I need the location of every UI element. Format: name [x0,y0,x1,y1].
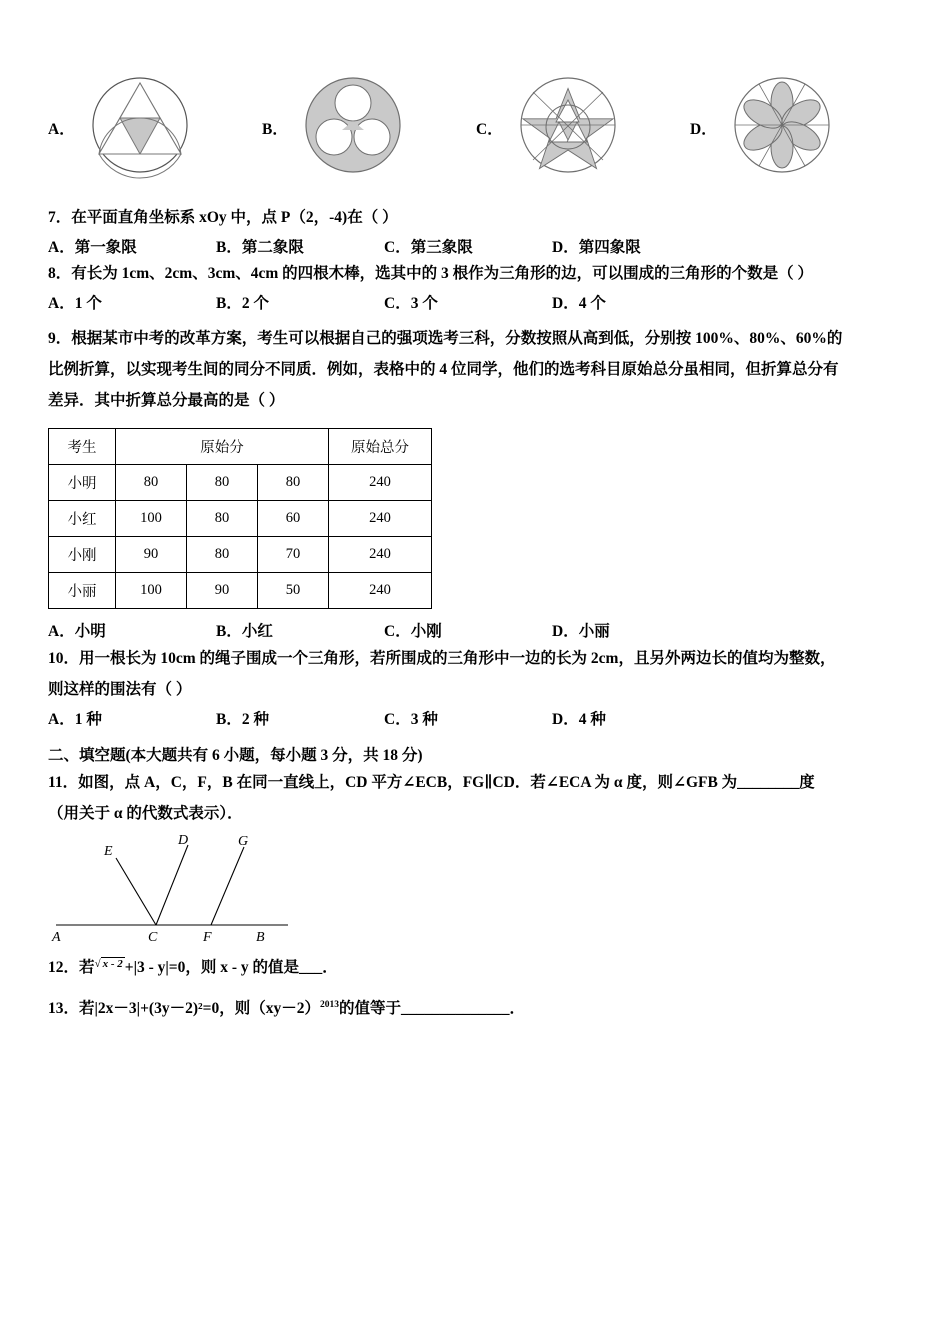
row-score-3: 70 [258,537,329,573]
q7-option-a[interactable]: A．第一象限 [48,239,137,257]
five-point-star-circle-icon [513,70,623,185]
section-2-heading: 二、填空题(本大题共有 6 小题，每小题 3 分，共 18 分) [48,747,423,765]
row-name: 小刚 [49,537,116,573]
q7-option-b[interactable]: B．第二象限 [216,239,304,257]
row-score-1: 100 [116,501,187,537]
q12-middle: +|3 - y|=0，则 x - y 的值是___． [124,959,338,977]
question-9-stem-line3: 差异．其中折算总分最高的是（ ） [48,392,285,410]
row-score-2: 80 [187,537,258,573]
q10-option-c[interactable]: C．3 种 [384,711,438,729]
svg-text:D: D [178,833,189,849]
row-score-2: 80 [187,501,258,537]
svg-text:B: B [256,930,265,944]
q8-option-a[interactable]: A．1 个 [48,295,102,313]
q6-option-a[interactable] [48,70,262,185]
q8-option-b[interactable]: B．2 个 [216,295,269,313]
question-7-options [48,235,908,257]
question-8-stem: 8．有长为 1cm、2cm、3cm、4cm 的四根木棒，选其中的 3 根作为三角形的边，可以围成的三角形的个数是（ ） [48,265,814,283]
question-9-stem-line1: 9．根据某市中考的改革方案，考生可以根据自己的强项选考三科，分数按照从高到低，分别按 100%、80%、60%的 [48,330,843,348]
q7-option-c[interactable]: C．第三象限 [384,239,473,257]
q10-option-a[interactable]: A．1 种 [48,711,102,729]
q13-text-before: 13．若|2x－3|+(3y－2)²=0，则（xy－2） [48,1000,320,1018]
question-8-options [48,291,908,313]
q6-option-b-label: B． [262,120,288,138]
q9-option-d[interactable]: D．小丽 [552,623,610,641]
svg-text:C: C [148,930,158,944]
six-petal-flower-circle-icon [727,70,837,185]
q9-option-b[interactable]: B．小红 [216,623,273,641]
q6-option-b[interactable] [262,70,476,185]
table-row [49,573,432,609]
row-score-2: 90 [187,573,258,609]
q6-option-c[interactable] [476,70,690,185]
table-row [49,501,432,537]
question-9-stem-line2: 比例折算，以实现考生间的同分不同质．例如，表格中的 4 位同学，他们的选考科目原始总分虽相同，但折算总分有 [48,361,839,379]
row-score-1: 90 [116,537,187,573]
table-row [49,465,432,501]
svg-text:G: G [238,834,249,850]
row-score-3: 60 [258,501,329,537]
question-12 [48,952,908,983]
row-total: 240 [329,501,432,537]
svg-text:A: A [52,930,61,944]
q10-option-b[interactable]: B．2 种 [216,711,269,729]
q8-option-c[interactable]: C．3 个 [384,295,438,313]
row-total: 240 [329,573,432,609]
row-score-1: 100 [116,573,187,609]
q6-option-a-label: A． [48,120,75,138]
q7-option-d[interactable]: D．第四象限 [552,239,641,257]
header-raw-scores: 原始分 [116,429,329,465]
question-9-score-table [48,428,432,609]
question-13 [48,993,908,1024]
q12-prefix: 12．若 [48,959,95,977]
svg-text:E: E [104,844,113,860]
table-header-row [49,429,432,465]
question-9-options [48,619,908,641]
q6-option-d[interactable] [690,70,904,185]
svg-text:F: F [203,930,212,944]
row-score-2: 80 [187,465,258,501]
question-11-stem-line1: 11．如图，点 A，C，F，B 在同一直线上，CD 平方∠ECB，FG∥CD．若∠ECA 为 α 度，则∠GFB 为________度 [48,774,815,792]
q8-option-d[interactable]: D．4 个 [552,295,606,313]
q10-option-d[interactable]: D．4 种 [552,711,606,729]
q6-option-d-label: D． [690,120,717,138]
row-score-3: 50 [258,573,329,609]
row-name: 小丽 [49,573,116,609]
q13-text-after: 的值等于______________． [338,1000,525,1018]
question-10-stem-line1: 10．用一根长为 10cm 的绳子围成一个三角形，若所围成的三角形中一边的长为 2cm，且另外两边长的值均为整数， [48,650,836,668]
question-10-options [48,707,908,729]
row-total: 240 [329,465,432,501]
question-7-stem: 7．在平面直角坐标系 xOy 中，点 P（2，-4)在（ ） [48,209,398,226]
page-content [48,70,908,1024]
header-candidate: 考生 [49,429,116,465]
question-11-figure [48,833,908,948]
row-score-1: 80 [116,465,187,501]
row-name: 小明 [49,465,116,501]
question-11-stem-line2: （用关于 α 的代数式表示）． [48,805,243,823]
header-raw-total: 原始总分 [329,429,432,465]
row-total: 240 [329,537,432,573]
q12-radical: √ x - 2 [94,958,123,971]
table-row [49,537,432,573]
q6-option-figures [48,70,908,185]
row-name: 小红 [49,501,116,537]
q9-option-c[interactable]: C．小刚 [384,623,442,641]
question-10-stem-line2: 则这样的围法有（ ） [48,681,192,699]
three-lobe-pinwheel-circle-icon [298,70,408,185]
q6-option-c-label: C． [476,120,503,138]
triangle-in-circle-shaded-icon [85,70,195,185]
q9-option-a[interactable]: A．小明 [48,623,106,641]
q13-exponent: 2013 [319,1000,339,1011]
row-score-3: 80 [258,465,329,501]
